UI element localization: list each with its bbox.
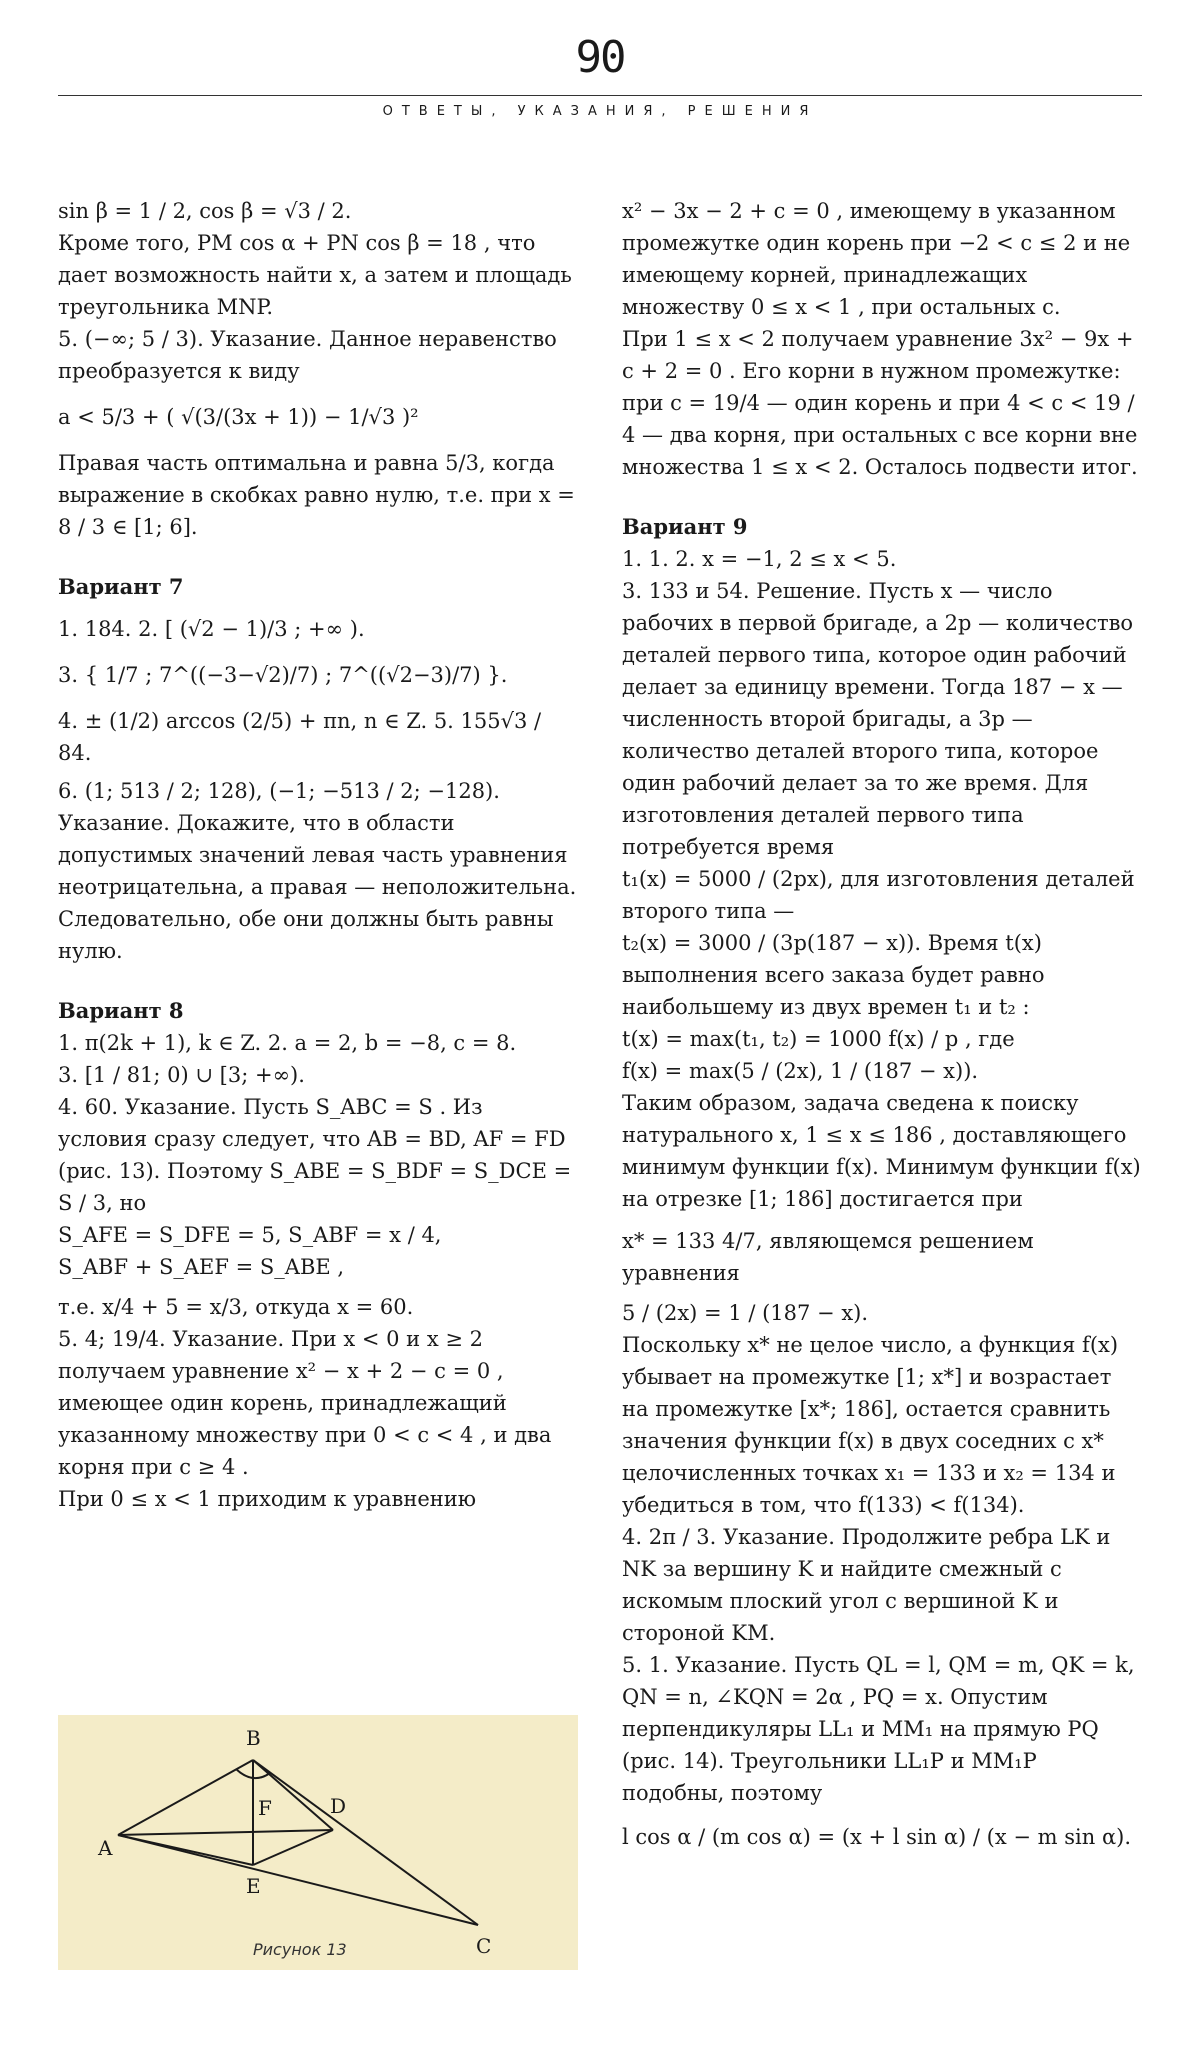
answer-line: 3. [1 / 81; 0) ∪ [3; +∞). bbox=[58, 1063, 305, 1087]
answer-line: 1. 184. 2. [ (√2 − 1)/3 ; +∞ ). bbox=[58, 617, 365, 641]
text-paragraph: Указание. Докажите, что в области допустимых значений левая часть уравнения неотрицательна, а правая — неположительна. Следовательно, обе они должны быть равны нулю. bbox=[58, 811, 577, 963]
answer-line: 3. { 1/7 ; 7^((−3−√2)/7) ; 7^((√2−3)/7) }. bbox=[58, 663, 508, 687]
label-f: F bbox=[258, 1796, 272, 1820]
figure-13 bbox=[58, 1715, 578, 1970]
text-line: При 0 ≤ x < 1 приходим к уравнению bbox=[58, 1487, 477, 1511]
text-line: sin β = 1 / 2, cos β = √3 / 2. bbox=[58, 199, 352, 223]
formula: a < 5/3 + ( √(3/(3x + 1)) − 1/√3 )² bbox=[58, 405, 419, 429]
formula: x* = 133 4/7, являющемся решением уравнения bbox=[622, 1229, 1034, 1285]
section-heading-variant-9: Вариант 9 bbox=[622, 514, 748, 539]
right-column bbox=[622, 195, 1142, 1853]
segment-ad bbox=[118, 1830, 333, 1835]
segment-ac bbox=[118, 1835, 478, 1925]
text-paragraph: 5. (−∞; 5 / 3). Указание. Данное неравенство преобразуется к виду bbox=[58, 327, 557, 383]
text-paragraph: Поскольку x* не целое число, а функция f(x) убывает на промежутке [1; x*] и возрастает на промежутке [x*; 186], остается сравнить значения функции f(x) в двух соседних с x* целочисленных точках x₁ = 133 и x₂ = 134 и убедиться в том, что f(133) < f(134). bbox=[622, 1333, 1119, 1517]
formula: l cos α / (m cos α) = (x + l sin α) / (x − m sin α). bbox=[622, 1825, 1131, 1849]
answer-line: 1. π(2k + 1), k ∈ Z. 2. a = 2, b = −8, c = 8. bbox=[58, 1031, 517, 1055]
page-number: 90 bbox=[575, 32, 625, 83]
label-c: C bbox=[476, 1934, 492, 1958]
formula: 5 / (2x) = 1 / (187 − x). bbox=[622, 1301, 869, 1325]
formula: t₂(x) = 3000 / (3p(187 − x)). Время t(x) выполнения всего заказа будет равно наибольшему из двух времен t₁ и t₂ : bbox=[622, 931, 1045, 1019]
text-paragraph: Кроме того, PM cos α + PN cos β = 18 , что дает возможность найти x, а затем и площадь треугольника MNP. bbox=[58, 231, 572, 319]
text-paragraph: Правая часть оптимальна и равна 5/3, когда выражение в скобках равно нулю, т.е. при x = 8 / 3 ∈ [1; 6]. bbox=[58, 451, 575, 539]
formula: t(x) = max(t₁, t₂) = 1000 f(x) / p , где bbox=[622, 1027, 1015, 1051]
text-paragraph: При 1 ≤ x < 2 получаем уравнение 3x² − 9x + c + 2 = 0 . Его корни в нужном промежутке: при c = 19/4 — один корень и при 4 < c < 19 / 4 — два корня, при остальных c все корни вне множества 1 ≤ x < 2. Осталось подвести итог. bbox=[622, 327, 1138, 479]
answer-line: 4. 2π / 3. Указание. Продолжите ребра LK и NK за вершину K и найдите смежный с искомым плоский угол с вершиной K и стороной KM. bbox=[622, 1525, 1111, 1645]
segment-bc bbox=[253, 1760, 478, 1925]
label-a: A bbox=[98, 1836, 113, 1860]
section-heading-variant-8: Вариант 8 bbox=[58, 998, 184, 1023]
answer-line: 4. ± (1/2) arccos (2/5) + πn, n ∈ Z. 5. 155√3 / 84. bbox=[58, 709, 542, 765]
header-rule bbox=[58, 95, 1142, 96]
answer-line: 6. (1; 513 / 2; 128), (−1; −513 / 2; −128). bbox=[58, 779, 500, 803]
answer-line: 5. 1. Указание. Пусть QL = l, QM = m, QK = k, QN = n, ∠KQN = 2α , PQ = x. Опустим перпендикуляры LL₁ и MM₁ на прямую PQ (рис. 14). Треугольники LL₁P и MM₁P подобны, поэтому bbox=[622, 1653, 1135, 1805]
text-paragraph: 5. 4; 19/4. Указание. При x < 0 и x ≥ 2 получаем уравнение x² − x + 2 − c = 0 , имеющее один корень, принадлежащий указанному множеству при 0 < c < 4 , и два корня при c ≥ 4 . bbox=[58, 1327, 552, 1479]
section-heading-variant-7: Вариант 7 bbox=[58, 574, 184, 599]
triangle-diagram bbox=[58, 1715, 578, 1970]
label-d: D bbox=[330, 1794, 347, 1818]
formula: f(x) = max(5 / (2x), 1 / (187 − x)). bbox=[622, 1059, 979, 1083]
text-paragraph: 4. 60. Указание. Пусть S_ABC = S . Из условия сразу следует, что AB = BD, AF = FD (рис. 13). Поэтому S_ABE = S_BDF = S_DCE = S / 3, но bbox=[58, 1095, 572, 1215]
segment-ab bbox=[118, 1760, 253, 1835]
running-header: ОТВЕТЫ, УКАЗАНИЯ, РЕШЕНИЯ bbox=[382, 104, 818, 119]
left-column bbox=[58, 195, 578, 1515]
segment-ed bbox=[253, 1830, 333, 1865]
formula: t₁(x) = 5000 / (2px), для изготовления деталей второго типа — bbox=[622, 867, 1135, 923]
figure-caption: Рисунок 13 bbox=[253, 1940, 347, 1959]
text-paragraph: x² − 3x − 2 + c = 0 , имеющему в указанном промежутке один корень при −2 < c ≤ 2 и не имеющему корней, принадлежащих множеству 0 ≤ x < 1 , при остальных c. bbox=[622, 199, 1131, 319]
formula: S_ABF + S_AEF = S_ABE , bbox=[58, 1255, 345, 1279]
answer-line: 1. 1. 2. x = −1, 2 ≤ x < 5. bbox=[622, 547, 897, 571]
text-paragraph: Таким образом, задача сведена к поиску натурального x, 1 ≤ x ≤ 186 , доставляющего минимум функции f(x). Минимум функции f(x) на отрезке [1; 186] достигается при bbox=[622, 1091, 1141, 1211]
formula: S_AFE = S_DFE = 5, S_ABF = x / 4, bbox=[58, 1223, 442, 1247]
label-b: B bbox=[246, 1726, 261, 1750]
formula: т.е. x/4 + 5 = x/3, откуда x = 60. bbox=[58, 1295, 414, 1319]
text-paragraph: 3. 133 и 54. Решение. Пусть x — число рабочих в первой бригаде, а 2p — количество деталей первого типа, которое один рабочий делает за единицу времени. Тогда 187 − x — численность второй бригады, а 3p — количество деталей второго типа, которое один рабочий делает за то же время. Для изготовления деталей первого типа потребуется время bbox=[622, 579, 1134, 859]
label-e: E bbox=[246, 1874, 261, 1898]
